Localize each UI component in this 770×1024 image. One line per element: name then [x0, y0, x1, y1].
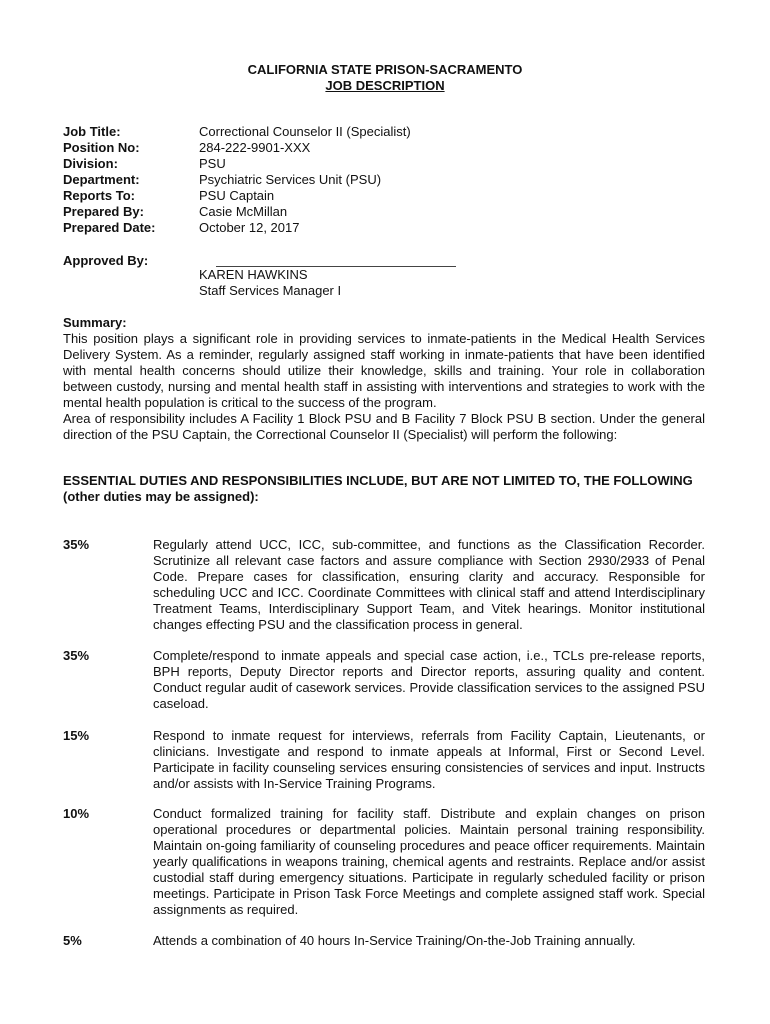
field-label: Prepared Date: [63, 220, 156, 235]
field-prepared-date [63, 220, 411, 236]
duty-text: Attends a combination of 40 hours In-Service Training/On-the-Job Training annually. [153, 933, 636, 948]
field-division [63, 156, 411, 172]
job-info-fields [63, 124, 411, 236]
field-label: Prepared By: [63, 204, 144, 219]
field-job-title [63, 124, 411, 140]
signature-line [216, 253, 456, 267]
essential-duties-heading: ESSENTIAL DUTIES AND RESPONSIBILITIES INCLUDE, BUT ARE NOT LIMITED TO, THE FOLLOWING (other duties may be assigned): [63, 473, 693, 504]
duty-item [63, 933, 705, 949]
organization-title: CALIFORNIA STATE PRISON-SACRAMENTO [247, 62, 523, 77]
approver-block [199, 267, 341, 299]
duty-item [63, 806, 705, 918]
duty-text: Conduct formalized training for facility staff. Distribute and explain changes on prison operational procedures or departmental policies. Maintain personal training responsibility. Maintain on-going familiarity of counseling procedures and peace officer requirements. Maintain yearly qualifications in weapons training, chemical agents and restraints. Replace and/or assist custodial staff during emergency situations. Participate in regularly scheduled facility or prison meetings. Participate in Prison Task Force Meetings and complete assigned staff work. Special assignments as required. [153, 806, 705, 917]
duty-text: Complete/respond to inmate appeals and special case action, i.e., TCLs pre-release reports, BPH reports, Deputy Director reports and Director reports, assuring quality and content. Conduct regular audit of casework services. Provide classification services to the assigned PSU caseload. [153, 648, 705, 711]
field-label: Department: [63, 172, 140, 187]
document-type-title: JOB DESCRIPTION [325, 78, 445, 93]
field-value: Correctional Counselor II (Specialist) [199, 124, 411, 139]
duty-item [63, 537, 705, 633]
field-label: Job Title: [63, 124, 121, 139]
field-department [63, 172, 411, 188]
duty-text: Respond to inmate request for interviews, referrals from Facility Captain, Lieutenants, or clinicians. Investigate and respond to inmate appeals at Informal, First or Second Level. Participate in facility counseling services ensuring consistencies of services and input. Instructs and/or assists with In-Service Training Programs. [153, 728, 705, 791]
summary-heading: Summary: [63, 315, 127, 330]
approver-name: KAREN HAWKINS [199, 267, 308, 282]
duty-text: Regularly attend UCC, ICC, sub-committee, and functions as the Classification Recorder. Scrutinize all relevant case factors and assure compliance with Section 2930/2933 of Penal Code. Prepare cases for classification, ensuring clarity and accuracy. Responsible for scheduling UCC and ICC. Coordinate Committees with clinical staff and attend Interdisciplinary Treatment Teams, Interdisciplinary Support Team, and Vitek hearings. Monitor institutional changes effecting PSU and the classification process in general. [153, 537, 705, 632]
field-value: October 12, 2017 [199, 220, 300, 235]
field-value: 284-222-9901-XXX [199, 140, 311, 155]
summary-paragraph: Area of responsibility includes A Facility 1 Block PSU and B Facility 7 Block PSU B section. Under the general direction of the PSU Captain, the Correctional Counselor II (Specialist) will perform the following: [63, 411, 705, 442]
duty-item [63, 648, 705, 712]
field-value: Casie McMillan [199, 204, 288, 219]
summary-paragraph: This position plays a significant role in providing services to inmate-patients in the Medical Health Services Delivery System. As a reminder, regularly assigned staff working in inmate-patients that have been identified with mental health concerns should utilize their knowledge, skills and training. Your role in collaboration between custody, nursing and mental health staff in assisting with interventions and strategies to work with the mental health population is critical to the success of the program. [63, 331, 705, 410]
field-position-no [63, 140, 411, 156]
summary-section [63, 315, 705, 443]
field-value: PSU [199, 156, 226, 171]
field-value: PSU Captain [199, 188, 275, 203]
duty-percent: 10% [63, 806, 90, 821]
approver-title: Staff Services Manager I [199, 283, 342, 298]
field-prepared-by [63, 204, 411, 220]
field-label: Division: [63, 156, 118, 171]
approved-by-label: Approved By: [63, 253, 149, 268]
duty-percent: 5% [63, 933, 82, 948]
duty-percent: 35% [63, 537, 90, 552]
field-label: Reports To: [63, 188, 135, 203]
field-reports-to [63, 188, 411, 204]
duty-percent: 35% [63, 648, 90, 663]
field-value: Psychiatric Services Unit (PSU) [199, 172, 382, 187]
duty-item [63, 728, 705, 792]
duty-percent: 15% [63, 728, 90, 743]
field-label: Position No: [63, 140, 140, 155]
